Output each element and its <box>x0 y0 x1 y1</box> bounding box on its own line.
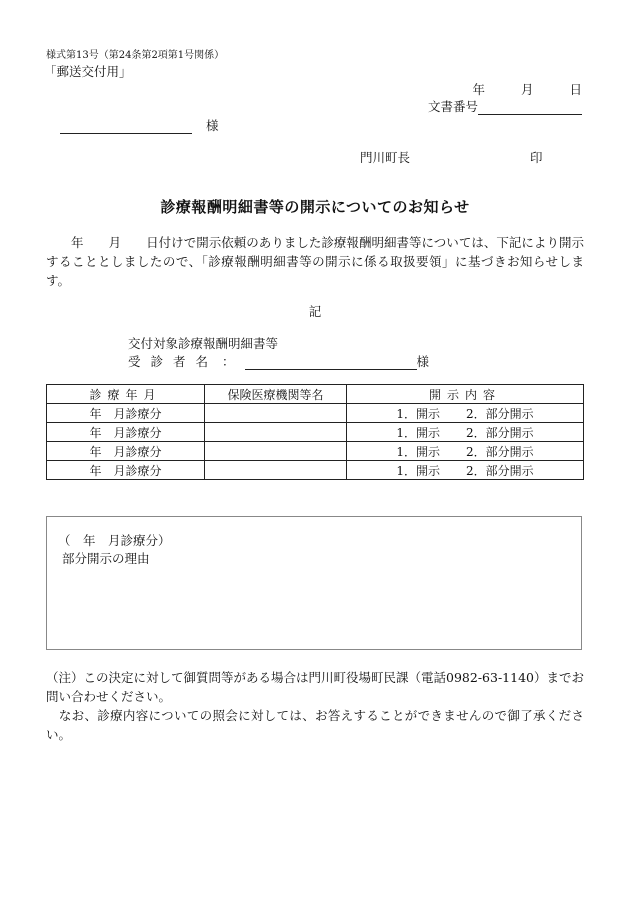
document-number-blank[interactable] <box>478 100 582 115</box>
header-period: 診療年月 <box>47 385 205 404</box>
row-content <box>347 442 584 461</box>
option-disclose[interactable]: 1．開示 <box>396 463 440 478</box>
mail-delivery-label: 「郵送交付用」 <box>44 64 132 79</box>
row-institution[interactable] <box>205 404 347 423</box>
date-line <box>473 80 582 98</box>
form-number: 様式第13号（第24条第2項第1号関係） <box>46 50 225 61</box>
date-year: 年 <box>472 82 486 97</box>
addressee-suffix: 様 <box>206 118 219 133</box>
option-disclose[interactable]: 1．開示 <box>396 444 440 459</box>
row-period: 年 月診療分 <box>47 442 205 461</box>
patient-line <box>128 352 429 370</box>
row-content <box>347 423 584 442</box>
note-inquiry: （注）この決定に対して御質問等がある場合は門川町役場町民課（電話0982-63-1140）までお問い合わせください。 <box>46 670 584 704</box>
option-partial[interactable]: 2．部分開示 <box>466 425 534 440</box>
body-paragraph: 年 月 日付けで開示依頼のありました診療報酬明細書等については、下記により開示することとしましたので、「診療報酬明細書等の開示に係る取扱要領」に基づきお知らせします。 <box>46 235 584 288</box>
option-partial[interactable]: 2．部分開示 <box>466 444 534 459</box>
date-month: 月 <box>521 82 534 97</box>
patient-colon: ： <box>222 354 235 369</box>
addressee-blank[interactable] <box>60 119 192 134</box>
notes <box>46 668 584 744</box>
row-content <box>347 461 584 480</box>
patient-label: 受診者名 <box>128 354 219 369</box>
seal-mark: 印 <box>530 150 543 165</box>
document-number-label: 文書番号 <box>427 99 478 114</box>
page-title: 診療報酬明細書等の開示についてのお知らせ <box>160 198 470 216</box>
header-institution: 保険医療機関等名 <box>205 385 347 404</box>
table-row <box>47 461 584 480</box>
date-day: 日 <box>569 82 582 97</box>
table-row <box>47 404 584 423</box>
option-disclose[interactable]: 1．開示 <box>396 425 440 440</box>
option-disclose[interactable]: 1．開示 <box>396 406 440 421</box>
row-period: 年 月診療分 <box>47 461 205 480</box>
table-row <box>47 442 584 461</box>
patient-name-blank[interactable] <box>245 355 417 370</box>
reason-label: 部分開示の理由 <box>62 551 150 566</box>
addressee <box>60 116 219 134</box>
note-disclaimer: なお、診療内容についての照会に対しては、お答えすることができませんので御了承ください。 <box>46 708 584 742</box>
row-period: 年 月診療分 <box>47 404 205 423</box>
row-period: 年 月診療分 <box>47 423 205 442</box>
header-content: 開示内容 <box>347 385 584 404</box>
ki-heading: 記 <box>308 304 322 319</box>
document-number <box>428 97 582 115</box>
table-header-row <box>47 385 584 404</box>
row-institution[interactable] <box>205 461 347 480</box>
table-row <box>47 423 584 442</box>
disclosure-table <box>46 384 584 480</box>
row-content <box>347 404 584 423</box>
row-institution[interactable] <box>205 442 347 461</box>
sender-name: 門川町長 <box>360 150 411 165</box>
reason-month-label: （ 年 月診療分） <box>58 533 171 548</box>
row-institution[interactable] <box>205 423 347 442</box>
target-label: 交付対象診療報酬明細書等 <box>128 336 279 351</box>
option-partial[interactable]: 2．部分開示 <box>466 406 534 421</box>
option-partial[interactable]: 2．部分開示 <box>466 463 534 478</box>
patient-suffix: 様 <box>416 354 430 369</box>
